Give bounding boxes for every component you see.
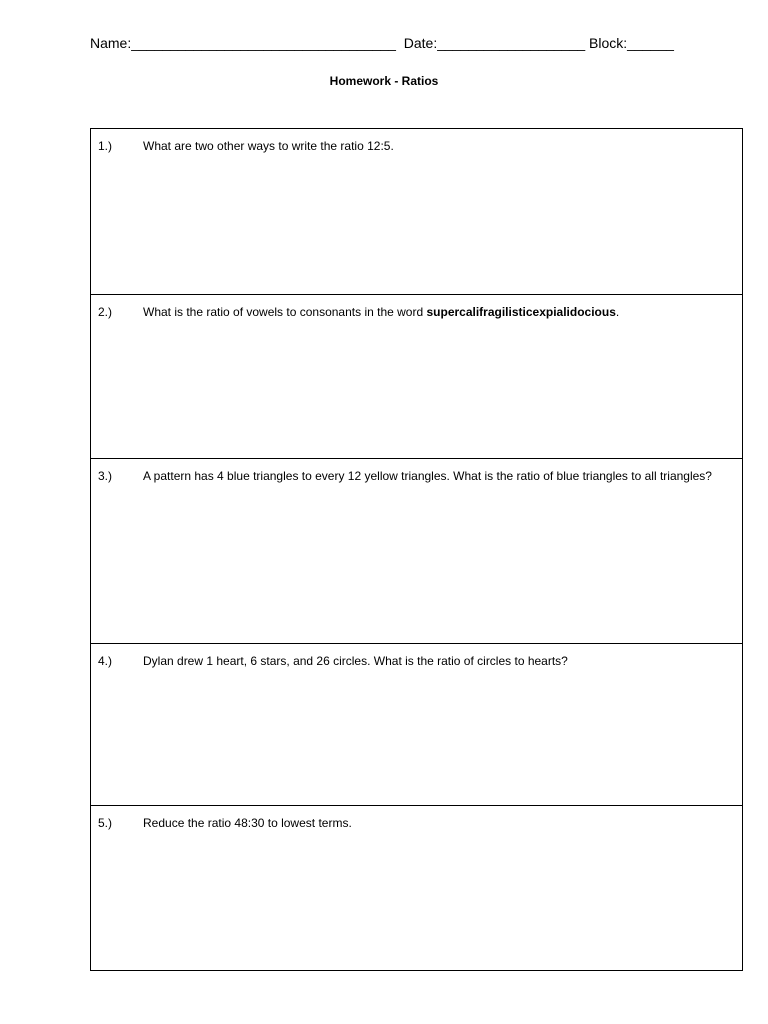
question-number: 5.) <box>98 816 113 830</box>
questions-table <box>90 128 743 971</box>
question-row-3 <box>91 459 743 644</box>
question-text <box>143 304 742 321</box>
bold-word: supercalifragilisticexpialidocious <box>426 305 616 319</box>
question-row-2 <box>91 295 743 459</box>
worksheet-title: Homework - Ratios <box>329 74 439 88</box>
question-text-end: . <box>615 305 620 319</box>
block-label: Block: <box>589 35 628 51</box>
name-label: Name: <box>90 35 132 51</box>
question-number: 4.) <box>98 654 113 668</box>
question-cell <box>91 295 743 459</box>
date-label: Date: <box>403 35 438 51</box>
question-cell <box>91 129 743 295</box>
question-text: A pattern has 4 blue triangles to every 12 yellow triangles. What is the ratio of blue triangles to all triangles? <box>143 469 712 483</box>
question-number: 2.) <box>98 305 113 319</box>
question-cell <box>91 459 743 644</box>
question-cell <box>91 806 743 971</box>
question-number: 3.) <box>98 469 113 483</box>
question-number: 1.) <box>98 139 113 153</box>
block-blank: ______ <box>627 35 674 51</box>
question-row-5 <box>91 806 743 971</box>
question-text: What are two other ways to write the ratio 12:5. <box>143 139 394 153</box>
question-cell <box>91 644 743 806</box>
student-info-line <box>90 35 674 51</box>
question-text: Reduce the ratio 48:30 to lowest terms. <box>143 816 352 830</box>
question-text-start: What is the ratio of vowels to consonants in the word <box>143 305 427 319</box>
question-row-1 <box>91 129 743 295</box>
question-text: Dylan drew 1 heart, 6 stars, and 26 circles. What is the ratio of circles to hearts? <box>143 654 568 668</box>
question-row-4 <box>91 644 743 806</box>
date-blank: ___________________ <box>437 35 586 51</box>
name-blank: __________________________________ <box>131 35 396 51</box>
